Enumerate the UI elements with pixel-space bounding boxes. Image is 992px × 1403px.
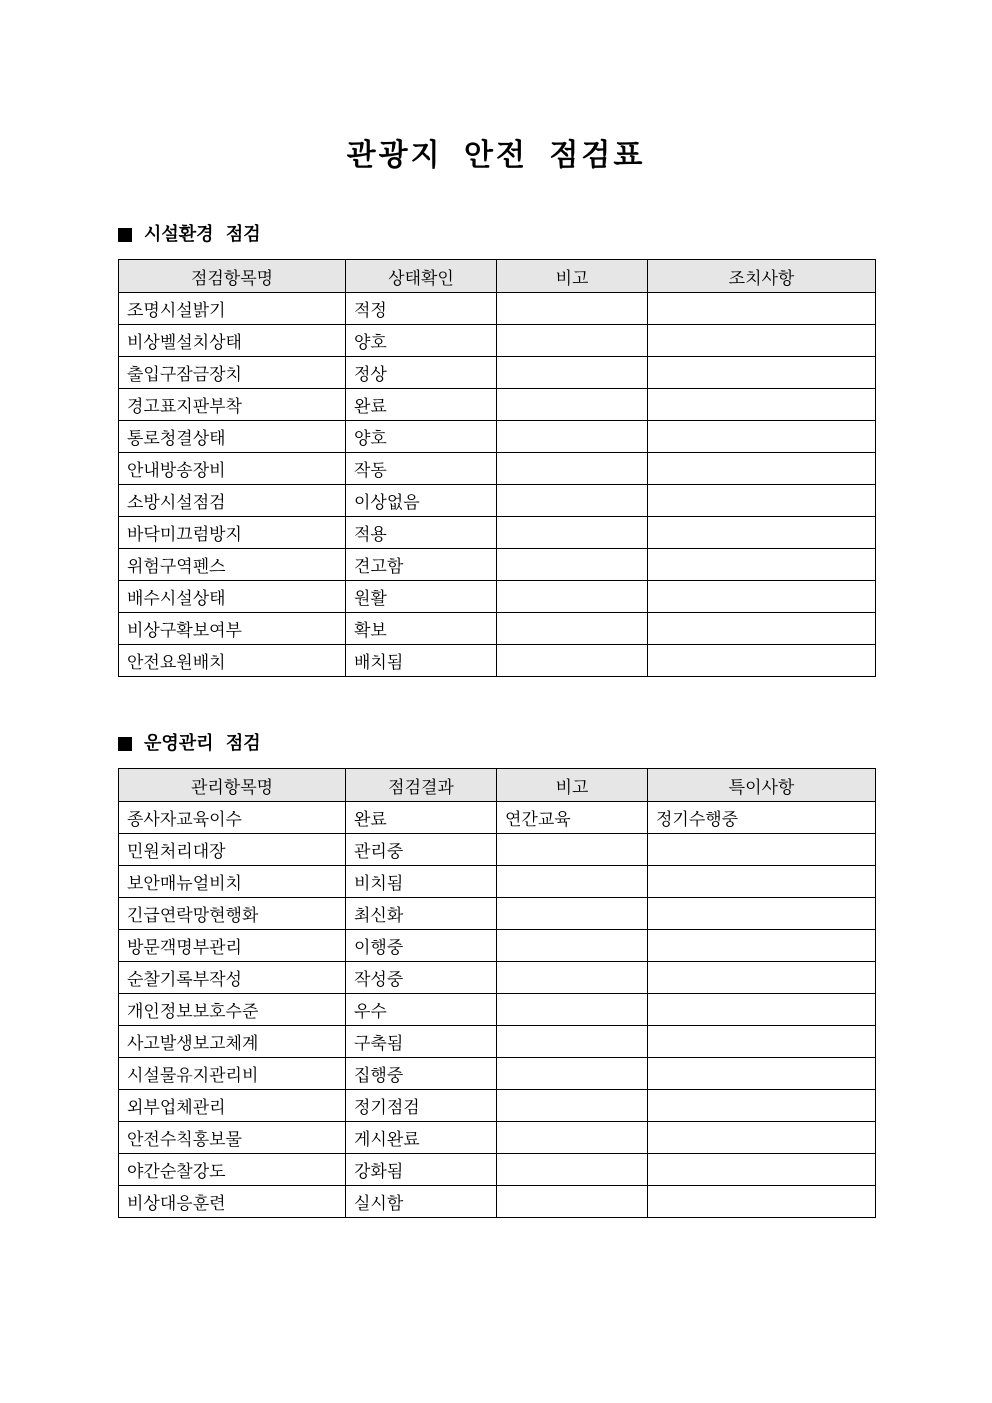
table-cell (648, 517, 876, 549)
table-cell (497, 834, 648, 866)
table-cell (497, 898, 648, 930)
table-cell (648, 866, 876, 898)
table-cell (497, 1186, 648, 1218)
table-cell: 안전수칙홍보물 (119, 1122, 346, 1154)
square-bullet-icon (118, 737, 132, 751)
table-cell (497, 994, 648, 1026)
table-cell: 안전요원배치 (119, 645, 346, 677)
table-cell (497, 293, 648, 325)
table-row (119, 613, 876, 645)
table-row (119, 453, 876, 485)
table-header-row (119, 260, 876, 293)
table-row (119, 1058, 876, 1090)
table-cell: 비상벨설치상태 (119, 325, 346, 357)
table-cell: 보안매뉴얼비치 (119, 866, 346, 898)
column-header: 상태확인 (346, 260, 497, 293)
table-row (119, 293, 876, 325)
table-cell (648, 1090, 876, 1122)
table-row (119, 1154, 876, 1186)
table-cell (648, 994, 876, 1026)
table-cell (648, 357, 876, 389)
table-cell: 조명시설밝기 (119, 293, 346, 325)
table-cell (497, 1122, 648, 1154)
table-cell (497, 1058, 648, 1090)
table-cell (648, 1026, 876, 1058)
column-header: 특이사항 (648, 769, 876, 802)
table-cell: 비상구확보여부 (119, 613, 346, 645)
table-cell: 방문객명부관리 (119, 930, 346, 962)
table-cell (497, 866, 648, 898)
page-title: 관광지 안전 점검표 (346, 138, 646, 173)
table-cell: 정기수행중 (648, 802, 876, 834)
table-row (119, 1026, 876, 1058)
table-cell (497, 1026, 648, 1058)
table-cell: 관리중 (346, 834, 497, 866)
table-cell (497, 421, 648, 453)
table-row (119, 389, 876, 421)
table-row (119, 898, 876, 930)
table-cell (648, 1154, 876, 1186)
table-row (119, 357, 876, 389)
table-cell: 개인정보보호수준 (119, 994, 346, 1026)
table-cell (497, 549, 648, 581)
table-cell: 위험구역펜스 (119, 549, 346, 581)
column-header: 비고 (497, 769, 648, 802)
table-row (119, 834, 876, 866)
table-cell (497, 485, 648, 517)
table-cell: 견고함 (346, 549, 497, 581)
table-cell: 집행중 (346, 1058, 497, 1090)
square-bullet-icon (118, 228, 132, 242)
section-heading-text: 운영관리 점검 (144, 733, 261, 754)
table-cell: 강화됨 (346, 1154, 497, 1186)
table-cell: 적용 (346, 517, 497, 549)
table-cell: 작동 (346, 453, 497, 485)
table-cell: 정기점검 (346, 1090, 497, 1122)
table-cell (497, 1154, 648, 1186)
table-row (119, 485, 876, 517)
table-cell: 완료 (346, 389, 497, 421)
table-row (119, 581, 876, 613)
table-cell (497, 645, 648, 677)
table-cell: 출입구잠금장치 (119, 357, 346, 389)
facility-check-table (118, 259, 876, 677)
table-row (119, 1090, 876, 1122)
table-cell (497, 581, 648, 613)
table-cell (648, 613, 876, 645)
table-cell: 최신화 (346, 898, 497, 930)
table-cell: 소방시설점검 (119, 485, 346, 517)
table-row (119, 802, 876, 834)
table-cell: 비치됨 (346, 866, 497, 898)
column-header: 조치사항 (648, 260, 876, 293)
table-cell (648, 549, 876, 581)
section-heading-text: 시설환경 점검 (144, 224, 261, 245)
table-cell (648, 645, 876, 677)
table-cell: 순찰기록부작성 (119, 962, 346, 994)
table-row (119, 421, 876, 453)
table-row (119, 962, 876, 994)
table-cell: 이행중 (346, 930, 497, 962)
table-cell: 비상대응훈련 (119, 1186, 346, 1218)
table-cell: 긴급연락망현행화 (119, 898, 346, 930)
table-cell: 양호 (346, 421, 497, 453)
table-cell (648, 834, 876, 866)
column-header: 비고 (497, 260, 648, 293)
table-cell: 종사자교육이수 (119, 802, 346, 834)
table-row (119, 325, 876, 357)
table-cell: 외부업체관리 (119, 1090, 346, 1122)
operation-check-table (118, 768, 876, 1218)
table-cell: 게시완료 (346, 1122, 497, 1154)
table-cell (648, 421, 876, 453)
table-cell: 정상 (346, 357, 497, 389)
table-cell (648, 485, 876, 517)
table-cell (648, 581, 876, 613)
table-cell (648, 389, 876, 421)
table-cell (497, 389, 648, 421)
table-row (119, 930, 876, 962)
table-cell: 작성중 (346, 962, 497, 994)
table-cell: 시설물유지관리비 (119, 1058, 346, 1090)
table-cell (497, 1090, 648, 1122)
section-heading-operation (118, 732, 261, 756)
table-row (119, 517, 876, 549)
table-cell: 양호 (346, 325, 497, 357)
column-header: 점검결과 (346, 769, 497, 802)
table-cell: 확보 (346, 613, 497, 645)
table-cell (497, 517, 648, 549)
table-cell: 우수 (346, 994, 497, 1026)
table-cell: 완료 (346, 802, 497, 834)
table-cell (497, 357, 648, 389)
table-row (119, 645, 876, 677)
table-cell (648, 453, 876, 485)
column-header: 관리항목명 (119, 769, 346, 802)
table-cell: 적정 (346, 293, 497, 325)
section-heading-facility (118, 223, 261, 247)
table-cell: 안내방송장비 (119, 453, 346, 485)
table-cell: 연간교육 (497, 802, 648, 834)
table-cell (648, 898, 876, 930)
table-cell (648, 293, 876, 325)
table-cell (497, 962, 648, 994)
table-cell (497, 453, 648, 485)
table-row (119, 994, 876, 1026)
table-cell: 배수시설상태 (119, 581, 346, 613)
table-cell: 원활 (346, 581, 497, 613)
table-cell: 통로청결상태 (119, 421, 346, 453)
table-cell (497, 613, 648, 645)
table-cell: 바닥미끄럼방지 (119, 517, 346, 549)
table-cell (648, 1058, 876, 1090)
table-cell (648, 930, 876, 962)
table-row (119, 1122, 876, 1154)
table-cell (648, 1122, 876, 1154)
table-cell (648, 1186, 876, 1218)
table-cell: 민원처리대장 (119, 834, 346, 866)
table-cell (648, 325, 876, 357)
table-cell: 사고발생보고체계 (119, 1026, 346, 1058)
table-cell: 이상없음 (346, 485, 497, 517)
table-row (119, 549, 876, 581)
table-cell (497, 930, 648, 962)
table-row (119, 1186, 876, 1218)
table-cell (648, 962, 876, 994)
table-cell (497, 325, 648, 357)
column-header: 점검항목명 (119, 260, 346, 293)
table-row (119, 866, 876, 898)
table-cell: 실시함 (346, 1186, 497, 1218)
table-header-row (119, 769, 876, 802)
table-cell: 야간순찰강도 (119, 1154, 346, 1186)
table-cell: 경고표지판부착 (119, 389, 346, 421)
table-cell: 배치됨 (346, 645, 497, 677)
table-cell: 구축됨 (346, 1026, 497, 1058)
